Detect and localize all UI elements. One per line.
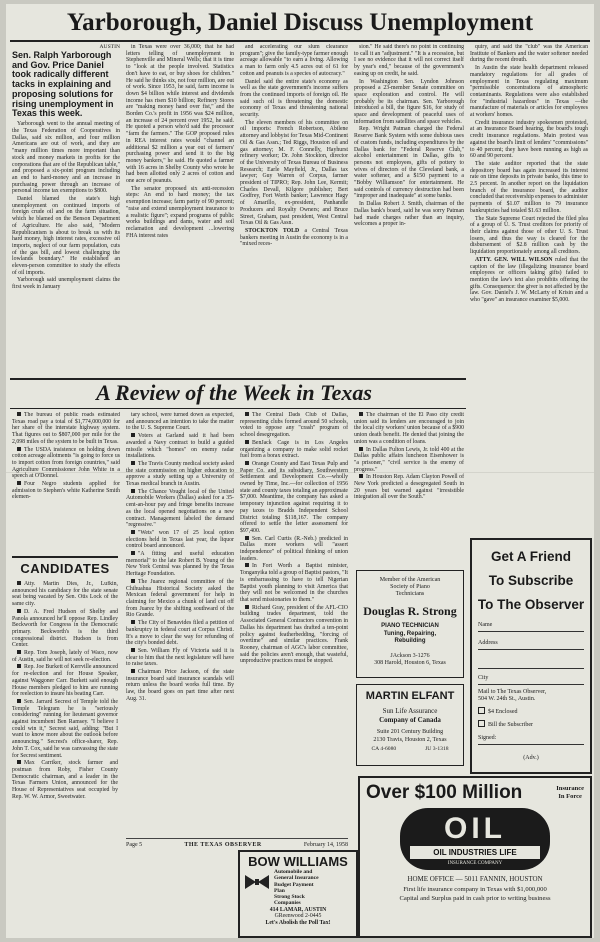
bullet-square-icon bbox=[17, 699, 21, 703]
story-paragraph bbox=[240, 228, 348, 248]
bullet-square-icon bbox=[17, 650, 21, 654]
oil-logo-company: OIL INDUSTRIES LIFE bbox=[433, 848, 517, 857]
review-item: "Wets" won 17 of 25 local option elections held in Texas last year, the liquor control board announced. bbox=[126, 529, 234, 550]
review-item: Voters at Garland said it had been awarded a Navy contract to build a guided missile which "homes" on enemy radar installations. bbox=[126, 433, 234, 460]
name-field[interactable] bbox=[478, 622, 584, 632]
review-item: The bureau of public roads estimated Texas road pay a total of $1,774,000,000 for her share of the interstate highway system. That figures out to $807,000 per mile for the 2,098 miles of the system to be built in Texas. bbox=[12, 412, 120, 445]
oil-industries-ad bbox=[358, 776, 592, 938]
bullet-square-icon bbox=[245, 440, 249, 444]
bullet-square-icon bbox=[17, 581, 21, 585]
elfant-company: Company of Canada bbox=[379, 716, 441, 724]
candidate-item: D. A. Fred Hudson of Shelby and Panola announced he'll oppose Rep. Lindley Beckworth for Congress in the Democratic primary. Beckworth's is the third congressional district. Hudson is from Center. bbox=[12, 608, 118, 649]
review-item: Four Negro students applied for admission to Stephen's white Katherine Smith elemen- bbox=[12, 481, 120, 501]
signed-field[interactable] bbox=[478, 735, 584, 745]
bow-body bbox=[240, 869, 356, 907]
story-column-5 bbox=[470, 44, 588, 534]
bullet-square-icon bbox=[245, 412, 249, 416]
bow-tie-icon bbox=[244, 873, 270, 901]
mail-instructions: Mail to The Texas Observer, bbox=[478, 689, 547, 695]
strong-ad bbox=[356, 570, 464, 678]
bullet-square-icon bbox=[131, 461, 135, 465]
bullet-square-icon bbox=[131, 530, 135, 534]
bill-option[interactable]: Bill the Subscriber bbox=[478, 720, 584, 729]
bow-name: BOW WILLIAMS bbox=[248, 854, 348, 869]
bow-service-line: Plan bbox=[274, 887, 285, 894]
city-field[interactable] bbox=[478, 675, 584, 685]
page-footer bbox=[126, 838, 348, 849]
story-dateline: AUSTIN bbox=[99, 44, 120, 50]
mail-instructions: 504 W. 24th St., Austin. bbox=[478, 696, 536, 702]
strong-member-line: Society of Piano bbox=[390, 584, 430, 590]
story-paragraph: The eleven members of his committee on oil imports: French Robertson, Abilene attorney and lobbyist for Texas Mid-Continent Oil & Gas Assn.; Ted Riggs, Houston oil and gas attorney; M. F. Connelly, Hayhurst refinery worker; Dr. John Stockton, director of the University of Texas Bureau of Business Research; Earle Mayfield, Jr., Dallas tax lawyer; Guy Warren of Corpus, farmer president of TIPRO; Rep. John Lee, Kermit; Charles Devall, Kilgore publisher; Bert Godfrey, Fort Worth banker; Lawrence Hagy of Amarillo, ex-president, Panhandle Producers and Royalty Owners; and Bruce Street, Graham, past president, West Central Texas Oil & Gas Assn. bbox=[240, 119, 348, 227]
review-item: In Fort Worth a Baptist minister, Tonganyika told a group of Baptist pastors, "It is embarrassing to have to tell Nigerian Baptist youth planning to visit America that they will not be welcomed in the churches that send missionaries to them." bbox=[240, 563, 348, 603]
subscribe-headline bbox=[472, 548, 590, 614]
footer-date: February 14, 1958 bbox=[303, 842, 348, 848]
story-subhead: Sen. Ralph Yarborough and Gov. Price Daniel took radically different tacks in explaining and proposing solutions for rising unemployment in Texas this week. bbox=[12, 49, 114, 119]
story-paragraph: In Austin the state health department released mandatory regulations for all grades of employment in Texas regulating maximum "permissible concentrations of atmospheric contaminants. Regulations were also established for "industrial hazardous" in Texas —the manufacture of materials or articles for employees at workers' homes. bbox=[470, 65, 588, 119]
candidate-item: Rep. Joe Burkett of Kerrville announced for re-election and for House Speaker, against Waggoner Carr. Burkett said enough House members pledged to him are running for reelection to insure his beating Carr. bbox=[12, 664, 118, 698]
elfant-street: 2130 Travis, Houston 2, Texas bbox=[373, 736, 447, 743]
address-label: Address bbox=[478, 640, 498, 646]
review-item: Orange County and East Texas Pulp and Paper Co. and its subsidiary, Southwestern Settlement and Development Co.—wholly owned by Time, Inc.—for collection of 1956 state and county taxes totaling an approximate $7,000. Meantime, the company has asked a temporary injunction against requiring it to pay taxes to Bradds Independent School District totaling $118,167. The company offered to settle the letter assessment for $97,400. bbox=[240, 460, 348, 534]
oil-logo bbox=[400, 808, 550, 870]
strong-member-line: Member of the American bbox=[379, 577, 441, 583]
review-item: tary school, were turned down as expected, and announced an intention to take the matter to the U. S. Supreme Court. bbox=[126, 412, 234, 432]
subscribe-form bbox=[472, 622, 590, 762]
subscribe-box bbox=[470, 538, 592, 774]
oil-headline: Over $100 Million bbox=[366, 782, 523, 803]
review-item: Richard Gray, president of the AFL-CIO building trades department, told the Associated General Contractors convention in Dallas his department has drafted a ten-point policy against featherbedding, "forcing of overtime" and similar practices. Frank Rooney, chairman of AGC's labor committee, said the policies aren't enough, that wasteful, unproductive practices must be stopped. bbox=[240, 604, 348, 665]
bow-service-line: Automobile and bbox=[274, 869, 313, 875]
review-item: Sen. William Fly of Victoria said it is clear to him that the next legislature will have to raise taxes. bbox=[126, 647, 234, 668]
oil-insurance-in-force bbox=[556, 785, 584, 801]
elfant-phones bbox=[357, 746, 463, 753]
main-headline: Yarborough, Daniel Discuss Unemployment bbox=[66, 9, 534, 36]
story-column-4 bbox=[354, 44, 464, 374]
story-paragraph: Yarborough went to the annual meeting of the Texas Federation of Cooperatives in Dallas, said six million, and four million Americans are out of work, and they are "many million times more important than stock and money markets in profits for the corporations that are of the Republican table," and proposed a six-point program including an end to hard-money and an increase in purchasing power through an increase of personal income tax exemptions to $800. bbox=[12, 121, 120, 195]
story-paragraph: The State Supreme Court rejected the filed plea of a group of U. S. Trust creditors for priority of their claims against those of other U. S. Trust losers, and thus the way is cleared for the disbursement of $2.8 million cash by the liquidation proportionately among all creditors. bbox=[470, 215, 588, 256]
elfant-company: Sun Life Assurance bbox=[382, 707, 438, 715]
review-item: In Dallas Fulton Lewis, Jr. told 400 at the Dallas public affairs luncheon Eisenhower is "a prisoner," "civil service is the enemy of progress." bbox=[354, 446, 464, 473]
story-column-1 bbox=[12, 44, 120, 374]
oil-logo-letters: OIL bbox=[444, 812, 506, 845]
story-paragraph: Rep. Wright Patman charged the Federal Reserve Bank System with some dubious uses of custom funds, including expenditures by the Dallas bank for "Federal Reserve Club," alcohol entertainment in Dallas, gifts to persons not employees, gifts of pottery to wives of directors of the Cleveland bank, a water softener, and a $150 payment to a "Bobby Williamson" for entertainment. He said controls of currency destruction had been "improper and inadequate" at some banks. bbox=[354, 126, 464, 200]
review-item: The Chance Vought local of the United Automobile Workers (Dallas) asked for a 35-cent-an-hour pay and fringe benefits increase as the local opened negotiations on a new contract. Management labeled the demand "regressive." bbox=[126, 488, 234, 529]
bullet-square-icon bbox=[131, 433, 135, 437]
headline-rule bbox=[10, 40, 590, 42]
review-column-2 bbox=[126, 412, 234, 835]
story-paragraph: Credit insurance industry spokesmen protested, at an Insurance Board hearing, the board's tough credit insurance regulations. Main protest was against the board's limit of lenders' "commissions" to 40 percent; they have been running as high as 60 and 90 percent. bbox=[470, 119, 588, 160]
review-title: A Review of the Week in Texas bbox=[96, 380, 372, 405]
bullet-square-icon bbox=[131, 579, 135, 583]
story-paragraph: The state auditor reported that the state depository board has again increased its interest rate on time deposits in private banks, this time to 2.5 percent. In another report on the liquidation branch of the insurance board, the auditor concluded that receivership expenses to administer payments of $1.07 million to 79 insurance bankruptcies had totaled $1.63 million. bbox=[470, 160, 588, 214]
candidate-item: Max Carriker, stock farmer and postman from Roby, Fisher County Democratic chairman, and a leader in the Texas Farmers Union, announced for the House of Representatives seat occupied by Rep. W. W. Armor, Sweetwater. bbox=[12, 760, 118, 800]
name-label: Name bbox=[478, 622, 493, 628]
address-field[interactable] bbox=[478, 640, 584, 650]
bullet-square-icon bbox=[245, 605, 249, 609]
story-paragraph: The senator proposed six anti-recession steps: An end to hard money; the tax exemption increase; farm parity of 90 percent; "raise and extend unemployment insurance to a realistic figure"; expand programs of public works buildings and dams, water and soil reclamation and development ...lowering FHA interest rates bbox=[126, 185, 234, 239]
bow-service-line: General Insurance bbox=[274, 875, 319, 882]
candidates-title: CANDIDATES bbox=[20, 561, 110, 576]
bullet-square-icon bbox=[17, 412, 21, 416]
paper-fold bbox=[6, 472, 594, 473]
oil-line: Capital and Surplus paid in cash prior to writing business bbox=[399, 894, 551, 902]
review-item: Sen. Carl Curtis (R.-Neb.) predicted in Dallas more workers will "assert independence" of political thinking of union leaders. bbox=[240, 535, 348, 562]
strong-service: Tuning, Repairing, bbox=[383, 630, 437, 637]
story-column-3 bbox=[240, 44, 348, 374]
bullet-square-icon bbox=[131, 551, 135, 555]
review-item: The Travis County medical society asked the state commission on higher education to approve a study setting up a University of Texas medical branch in Austin. bbox=[126, 460, 234, 488]
candidate-item: Atty. Martin Dies, Jr., Lufkin, announced his candidacy for the state senate seat being vacated by Sen. Otis Lock of the same city. bbox=[12, 581, 118, 608]
checkbox-icon[interactable] bbox=[478, 720, 485, 727]
bullet-square-icon bbox=[17, 609, 21, 613]
candidate-item: Sen. Jarrard Secrest of Temple told the Temple Telegram he is "seriously considering" running for lieutenant governor against incumbent Ben Ramsey. "I believe I could win it," Secrest said, adding: "But I want to know more about the outlook before announcing." Secrest's office-sharer, Rep. John T. Cox, said he was canvassing the state for Secrest sentiment. bbox=[12, 698, 118, 759]
review-item: The Juarez regional committee of the Chihuahua Historical Society asked the Mexican federal government for help in claiming for Mexico a chunk of land cut off from Juarez by the shifting southward of the Rio Grande. bbox=[126, 578, 234, 619]
elfant-ad bbox=[356, 684, 464, 766]
bow-service-line: Strong Stock bbox=[274, 894, 305, 901]
story-run-in-text: a Central Texas bankers meeting in Austin the economy is in a "mixed reces- bbox=[240, 227, 348, 248]
review-bottom-rule bbox=[10, 408, 466, 409]
bow-phone: GReenwood 2-0445 bbox=[274, 913, 322, 920]
bow-services bbox=[270, 869, 319, 907]
blank-line bbox=[478, 660, 584, 669]
review-item: Chairman Price Jackson, of the state insurance board said insurance scandals will return unless the board works full time. By law, the board goes on part time after next Aug. 31. bbox=[126, 669, 234, 702]
subscribe-line: To The Observer bbox=[477, 597, 585, 612]
story-paragraph: sion." He said there's no point in continuing to call it an "adjustment." "It is a recession, but I see no evidence that it will not correct itself by year's end," because of the government's easing up on credit, he said. bbox=[354, 44, 464, 77]
bow-service-line: Budget Payment bbox=[274, 881, 314, 888]
review-column-1 bbox=[12, 412, 120, 552]
review-column-4 bbox=[354, 412, 464, 564]
story-column-2 bbox=[126, 44, 234, 374]
story-paragraph: in Texas were over 36,000; that he had letters telling of unemployment in Stephenville and Mineral Wells; that it is time to "look at the people involved. Statistics don't have to eat, or buy shoes for children." He said he thinks six, not four million, are out of work. Since 1953, he said, farm income is down $4 billion while interest and dividends income has risen $10 billion; Refinery Stores are "making money hand over fist," and the Borden Co.'s profit in 1956 was $24 million, an increase of 24 percent over 1952, he said. He quoted a person who'd said the processor "farm the farmers." The GOP proposed rules in REA interest rates would "channel an additional $2 million a year out of farmers' purchasing power and send it to the big money bankers," he said. He quoted a farmer with 16 acres in Shelby County who wrote he had been allotted only 2 acres of cotton and one acre of peanuts. bbox=[126, 44, 234, 185]
bullet-square-icon bbox=[245, 536, 249, 540]
strong-phone: JAckson 3-1276 bbox=[390, 652, 430, 659]
footer-page: Page 5 bbox=[126, 842, 143, 848]
story-paragraph: Daniel blamed the state's high unemployment on continued imports of foreign crude oil and on the farm situation, which he blamed on the Benson Department of Agriculture. He also said, "Modern Republicanism is about to break us with its hard money, high interest rates, excessive oil imports, neglect of our farm population, cuts of the gas bill, and lowest challenging the lowlands boundary." He established an eleven-person committee to study the effects of oil imports. bbox=[12, 196, 120, 276]
review-item: The USDA insistence on holding down cotton acreage allotments "is going to force us to import cotton from foreign countries," said Agriculture Commissioner John White in a speech at O'Donnel. bbox=[12, 446, 120, 480]
story-paragraph: Daniel said the entire state's economy as well as the state government's income suffers from the continued imports of foreign oil. He said such oil is threatening the domestic economy of Texas and threatening national security. bbox=[240, 78, 348, 119]
newspaper-page bbox=[6, 4, 594, 938]
story-paragraph: and accelerating our slum clearance program"; give the family-type farmer enough acreage allowable "to earn a living. Allowing a man to farm only 4.5 acres out of 61 for cotton and peanuts is a species of autocracy." bbox=[240, 44, 348, 77]
story-paragraph: quiry, and said the "club" was the American Institute of Bankers and the water softener needed during the recent drouth. bbox=[470, 44, 588, 64]
bow-slogan: Let's Abolish the Poll Tax! bbox=[265, 919, 331, 926]
adv-note: (Adv.) bbox=[523, 755, 539, 761]
bullet-square-icon bbox=[17, 481, 21, 485]
bow-address: 414 LAMAR, AUSTIN bbox=[269, 906, 327, 913]
story-paragraph: In Washington Sen. Lyndon Johnson proposed a 23-member Senate committee on space exploration and control. He will probably be its chairman. Sen. Yarborough introduced a bill, the figure $16, for study of space and development of peaceful uses of information from satellites and space vehicles. bbox=[354, 78, 464, 125]
review-item: The Central Dads Club of Dallas, representing clubs formed around 50 schools, voted to oppose any "crash" program of school desegregation. bbox=[240, 412, 348, 439]
oil-insurance-line: Insurance bbox=[556, 785, 584, 792]
oil-header bbox=[360, 778, 590, 804]
bullet-square-icon bbox=[245, 461, 249, 465]
elfant-phone: CA 4-6080 bbox=[371, 746, 397, 752]
elfant-name: MARTIN ELFANT bbox=[365, 690, 455, 702]
review-column-3 bbox=[240, 412, 348, 835]
candidate-item: Rep. Tom Joseph, lately of Waco, now of Austin, said he will not seek re-election. bbox=[12, 650, 118, 663]
bullet-square-icon bbox=[359, 412, 363, 416]
bullet-square-icon bbox=[131, 620, 135, 624]
review-item: BenJack Cage is in Los Angeles organizing a company to make solid rocket fuel from a borax extract. bbox=[240, 439, 348, 460]
enclosed-option[interactable]: $4 Enclosed bbox=[478, 707, 584, 716]
oil-office: HOME OFFICE — 5011 FANNIN, HOUSTON bbox=[407, 875, 543, 883]
bullet-square-icon bbox=[17, 760, 21, 764]
checkbox-icon[interactable] bbox=[478, 707, 485, 714]
review-item: The City of Benavides filed a petition of bankruptcy in federal court at Corpus Christi. It's a move to clear the way for refunding of the city's bonded debt. bbox=[126, 620, 234, 647]
story-run-in-head: STOCKTON TOLD bbox=[245, 227, 300, 234]
signed-label: Signed: bbox=[478, 735, 497, 741]
bow-williams-ad bbox=[238, 850, 358, 938]
strong-member-line: Technicians bbox=[395, 591, 425, 597]
elfant-suite: Suite 201 Century Building bbox=[376, 729, 444, 735]
candidates-box bbox=[12, 556, 118, 924]
bullet-square-icon bbox=[245, 563, 249, 567]
bullet-square-icon bbox=[17, 664, 21, 668]
story-paragraph bbox=[470, 257, 588, 304]
subscribe-line: To Subscribe bbox=[488, 573, 574, 588]
bow-service-line: Companies bbox=[274, 900, 301, 907]
bullet-square-icon bbox=[131, 648, 135, 652]
bullet-square-icon bbox=[131, 489, 135, 493]
oil-logo-sub: INSURANCE COMPANY bbox=[447, 861, 503, 866]
city-label: City bbox=[478, 675, 489, 681]
footer-label: THE TEXAS OBSERVER bbox=[184, 842, 262, 848]
bullet-square-icon bbox=[131, 669, 135, 673]
bullet-square-icon bbox=[359, 447, 363, 451]
strong-service: PIANO TECHNICIAN bbox=[381, 623, 439, 629]
oil-insurance-line: In Force bbox=[558, 793, 582, 800]
strong-address: 308 Harold, Houston 6, Texas bbox=[374, 659, 446, 666]
bullet-square-icon bbox=[17, 447, 21, 451]
candidates-list bbox=[12, 581, 118, 802]
story-run-in-text: ruled that the caption of the law (illegalizing insurance board employees or officers taking gifts) failed to mention the law's text also prohibits offering the gifts. Consequence: the giver is not affected by the law. Gov. Daniel's J. W. McLarty of Krisin and a who "gave" an insurance examiner $5,000. bbox=[470, 256, 588, 304]
story-run-in-head: ATTY. GEN. WILL WILSON bbox=[475, 256, 553, 263]
elfant-phone: JU 3-1318 bbox=[425, 746, 449, 752]
subscribe-line: Get A Friend bbox=[490, 549, 571, 564]
strong-service: Rebuilding bbox=[394, 638, 426, 644]
strong-name: Douglas R. Strong bbox=[363, 604, 457, 618]
oil-line: First life insurance company in Texas with $1,000,000 bbox=[403, 886, 547, 893]
review-item: "A fitting and useful education memorial" to the late Robert B. Young of the New York Central was planned by the Texas Heritage Foundation. bbox=[126, 551, 234, 578]
story-paragraph: Yarborough said unemployment claims the first week in January bbox=[12, 277, 120, 291]
review-item: In Houston Rep. Adam Clayton Powell of New York predicted a desegregated South in 20 years but warned against "irresistible integration all over the South." bbox=[354, 474, 464, 501]
story-paragraph: In Dallas Robert J. Smith, chairman of the Dallas bank's board, said he was sorry Patman had made charges rather than an inquiry, welcomes a proper in- bbox=[354, 201, 464, 228]
bullet-square-icon bbox=[359, 474, 363, 478]
review-item: The chairman of the El Paso city credit union said its lenders are encouraged to join the local city workers' union because of a $900 union death benefit. He denied that joining the union was a condition of loans. bbox=[354, 412, 464, 445]
